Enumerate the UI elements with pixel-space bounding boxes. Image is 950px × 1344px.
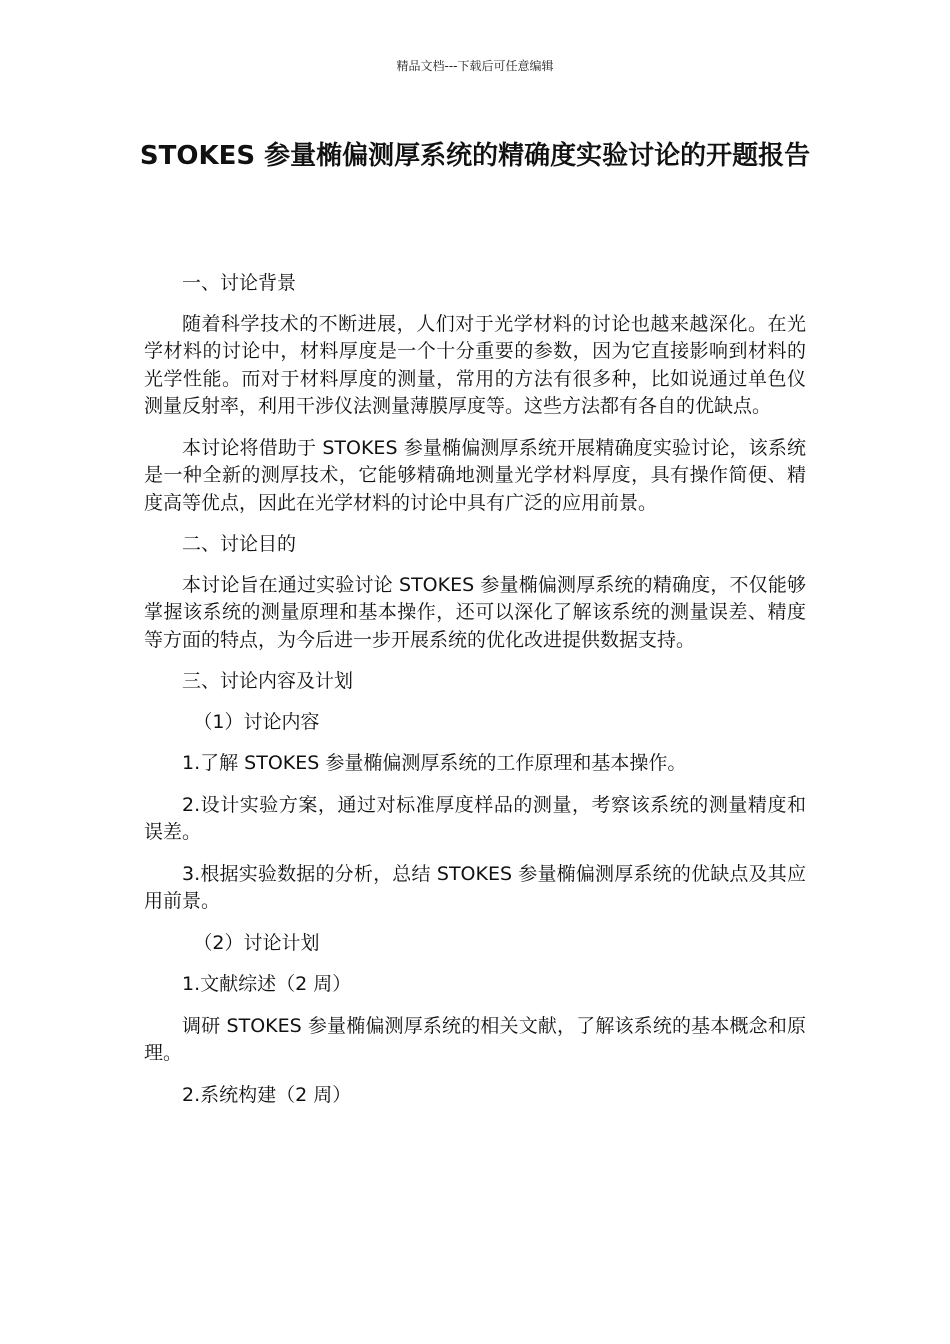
page-header-note: 精品文档---下载后可任意编辑 bbox=[396, 59, 554, 73]
section-heading-content-plan: 三、讨论内容及计划 bbox=[182, 670, 354, 692]
subheading-plan: （2）讨论计划 bbox=[193, 931, 320, 954]
content-item-1: 1.了解 STOKES 参量椭偏测厚系统的工作原理和基本操作。 bbox=[182, 752, 687, 774]
content-item-2: 2.设计实验方案，通过对标准厚度样品的测量，考察该系统的测量精度和误差。 bbox=[144, 793, 806, 843]
paragraph-purpose: 本讨论旨在通过实验讨论 STOKES 参量椭偏测厚系统的精确度，不仅能够掌握该系统的测量原理和基本操作，还可以深化了解该系统的测量误差、精度等方面的特点，为今后进一步开展系统的优化改进提供数据支持。 bbox=[144, 573, 806, 651]
paragraph-background-1: 随着科学技术的不断进展，人们对于光学材料的讨论也越来越深化。在光学材料的讨论中，材料厚度是一个十分重要的参数，因为它直接影响到材料的光学性能。而对于材料厚度的测量，常用的方法有很多种，比如说通过单色仪测量反射率，利用干涉仪法测量薄膜厚度等。这些方法都有各自的优缺点。 bbox=[144, 312, 806, 417]
plan-item-2: 2.系统构建（2 周） bbox=[182, 1083, 352, 1106]
plan-item-1: 1.文献综述（2 周） bbox=[182, 973, 352, 995]
section-heading-background: 一、讨论背景 bbox=[182, 272, 297, 294]
plan-item-1-description: 调研 STOKES 参量椭偏测厚系统的相关文献，了解该系统的基本概念和原理。 bbox=[144, 1014, 806, 1064]
section-heading-purpose: 二、讨论目的 bbox=[182, 533, 297, 555]
subheading-content: （1）讨论内容 bbox=[193, 710, 320, 733]
document-title: STOKES 参量椭偏测厚系统的精确度实验讨论的开题报告 bbox=[139, 141, 811, 171]
paragraph-background-2: 本讨论将借助于 STOKES 参量椭偏测厚系统开展精确度实验讨论，该系统是一种全新的测厚技术，它能够精确地测量光学材料厚度，具有操作简便、精度高等优点，因此在光学材料的讨论中具有广泛的应用前景。 bbox=[144, 436, 806, 514]
content-item-3: 3.根据实验数据的分析，总结 STOKES 参量椭偏测厚系统的优缺点及其应用前景。 bbox=[144, 862, 806, 912]
document-body bbox=[144, 270, 806, 1123]
